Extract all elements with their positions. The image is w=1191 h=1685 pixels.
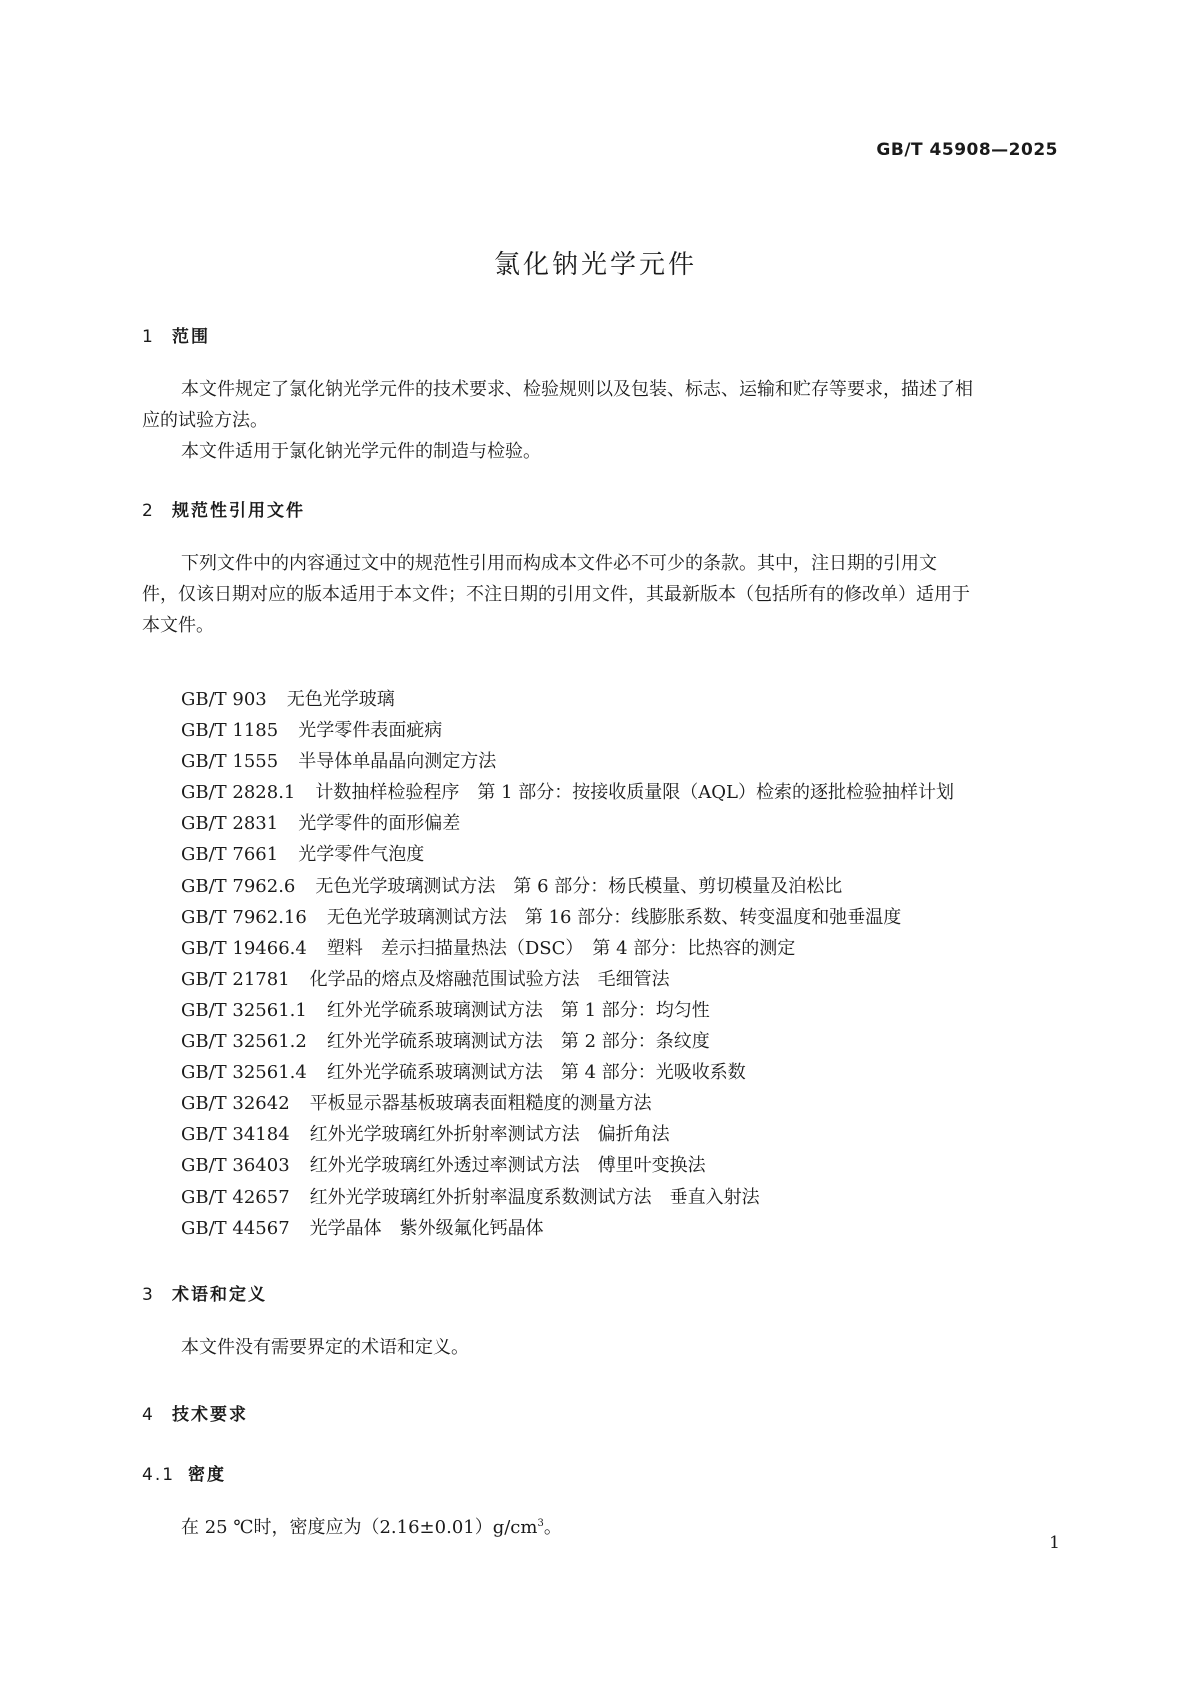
section-3-heading (142, 1280, 267, 1305)
reference-code: GB/T 903 (181, 689, 267, 710)
density-statement: 在 25 ℃时，密度应为（2.16±0.01）g/cm (181, 1517, 538, 1538)
section-1-heading (142, 322, 210, 347)
section-number: 1 (142, 327, 155, 347)
sentence-end: 。 (543, 1517, 562, 1538)
reference-code: GB/T 1185 (181, 720, 279, 742)
paragraph-line: 下列文件中的内容通过文中的规范性引用而构成本文件必不可少的条款。其中，注日期的引用文 (181, 553, 937, 574)
reference-title: 计数抽样检验程序 第 1 部分：按接收质量限（AQL）检索的逐批检验抽样计划 (315, 782, 954, 804)
reference-item (181, 1150, 954, 1181)
reference-title: 红外光学硫系玻璃测试方法 第 4 部分：光吸收系数 (326, 1062, 746, 1084)
section-4-1-heading (142, 1460, 226, 1485)
document-title: 氯化钠光学元件 (493, 250, 697, 280)
reference-item (181, 746, 954, 777)
reference-item (181, 1057, 954, 1088)
section-3-body (142, 1332, 1057, 1363)
reference-code: GB/T 7962.16 (181, 906, 307, 928)
reference-item (181, 1026, 954, 1057)
reference-code: GB/T 2828.1 (181, 782, 296, 804)
section-2-heading (142, 496, 305, 521)
reference-code: GB/T 34184 (181, 1124, 290, 1146)
reference-code: GB/T 36403 (181, 1155, 290, 1177)
reference-item (181, 995, 954, 1026)
reference-title: 化学品的熔点及熔融范围试验方法 毛细管法 (309, 968, 670, 990)
reference-item (181, 684, 954, 715)
normative-references-list (181, 684, 954, 1244)
reference-item (181, 1119, 954, 1150)
reference-title: 红外光学玻璃红外折射率温度系数测试方法 垂直入射法 (309, 1186, 760, 1208)
reference-item (181, 1088, 954, 1119)
reference-code: GB/T 7962.6 (181, 875, 296, 897)
section-number: 2 (142, 501, 155, 521)
reference-item (181, 808, 954, 839)
reference-code: GB/T 19466.4 (181, 937, 307, 959)
reference-code: GB/T 42657 (181, 1186, 290, 1208)
reference-code: GB/T 1555 (181, 751, 279, 773)
section-title: 技术要求 (172, 1405, 248, 1425)
document-code: GB/T 45908—2025 (876, 140, 1058, 160)
reference-code: GB/T 21781 (181, 968, 290, 990)
superscript-exponent: 3 (537, 1518, 544, 1529)
reference-code: GB/T 2831 (181, 813, 279, 835)
reference-item (181, 1182, 954, 1213)
reference-title: 光学零件表面疵病 (298, 720, 443, 742)
reference-title: 平板显示器基板玻璃表面粗糙度的测量方法 (309, 1093, 652, 1115)
reference-item (181, 933, 954, 964)
paragraph-line: 应的试验方法。 (142, 410, 268, 431)
section-title: 术语和定义 (172, 1285, 267, 1305)
reference-item (181, 871, 954, 902)
reference-title: 光学零件气泡度 (298, 844, 425, 866)
paragraph-line: 本文件规定了氯化钠光学元件的技术要求、检验规则以及包装、标志、运输和贮存等要求，描述了相 (181, 379, 973, 400)
reference-title: 红外光学玻璃红外透过率测试方法 傅里叶变换法 (309, 1155, 706, 1177)
section-1-body (142, 374, 1057, 467)
reference-title: 光学零件的面形偏差 (298, 813, 461, 835)
section-number: 4 (142, 1405, 155, 1425)
paragraph-line: 件，仅该日期对应的版本适用于本文件；不注日期的引用文件，其最新版本（包括所有的修改单）适用于 (142, 584, 970, 605)
reference-title: 红外光学硫系玻璃测试方法 第 1 部分：均匀性 (326, 999, 710, 1021)
reference-title: 无色光学玻璃测试方法 第 16 部分：线膨胀系数、转变温度和弛垂温度 (326, 906, 902, 928)
reference-title: 红外光学硫系玻璃测试方法 第 2 部分：条纹度 (326, 1031, 710, 1053)
page-number: 1 (1049, 1533, 1060, 1553)
reference-title: 红外光学玻璃红外折射率测试方法 偏折角法 (309, 1124, 670, 1146)
paragraph-line: 本文件没有需要界定的术语和定义。 (181, 1337, 469, 1358)
section-title: 密度 (188, 1465, 226, 1485)
paragraph-line: 本文件。 (142, 615, 214, 636)
reference-title: 光学晶体 紫外级氟化钙晶体 (309, 1217, 544, 1239)
reference-code: GB/T 32561.1 (181, 999, 307, 1021)
section-2-intro (142, 548, 1057, 641)
section-title: 范围 (172, 327, 210, 347)
reference-code: GB/T 32561.4 (181, 1062, 307, 1084)
section-4-1-body (142, 1512, 1057, 1543)
reference-code: GB/T 32561.2 (181, 1031, 307, 1053)
section-number: 3 (142, 1285, 155, 1305)
reference-title: 无色光学玻璃 (286, 689, 395, 710)
reference-item (181, 839, 954, 870)
reference-item (181, 902, 954, 933)
reference-item (181, 1213, 954, 1244)
section-4-heading (142, 1400, 248, 1425)
paragraph-line (142, 1512, 1057, 1543)
reference-title: 无色光学玻璃测试方法 第 6 部分：杨氏模量、剪切模量及泊松比 (315, 875, 843, 897)
reference-code: GB/T 44567 (181, 1217, 290, 1239)
reference-item (181, 777, 954, 808)
reference-item (181, 964, 954, 995)
section-number: 4.1 (142, 1465, 176, 1485)
paragraph-line: 本文件适用于氯化钠光学元件的制造与检验。 (181, 441, 541, 462)
reference-title: 半导体单晶晶向测定方法 (298, 751, 497, 773)
section-title: 规范性引用文件 (172, 501, 305, 521)
reference-item (181, 715, 954, 746)
reference-code: GB/T 7661 (181, 844, 279, 866)
reference-title: 塑料 差示扫描量热法（DSC） 第 4 部分：比热容的测定 (326, 937, 796, 959)
reference-code: GB/T 32642 (181, 1093, 290, 1115)
